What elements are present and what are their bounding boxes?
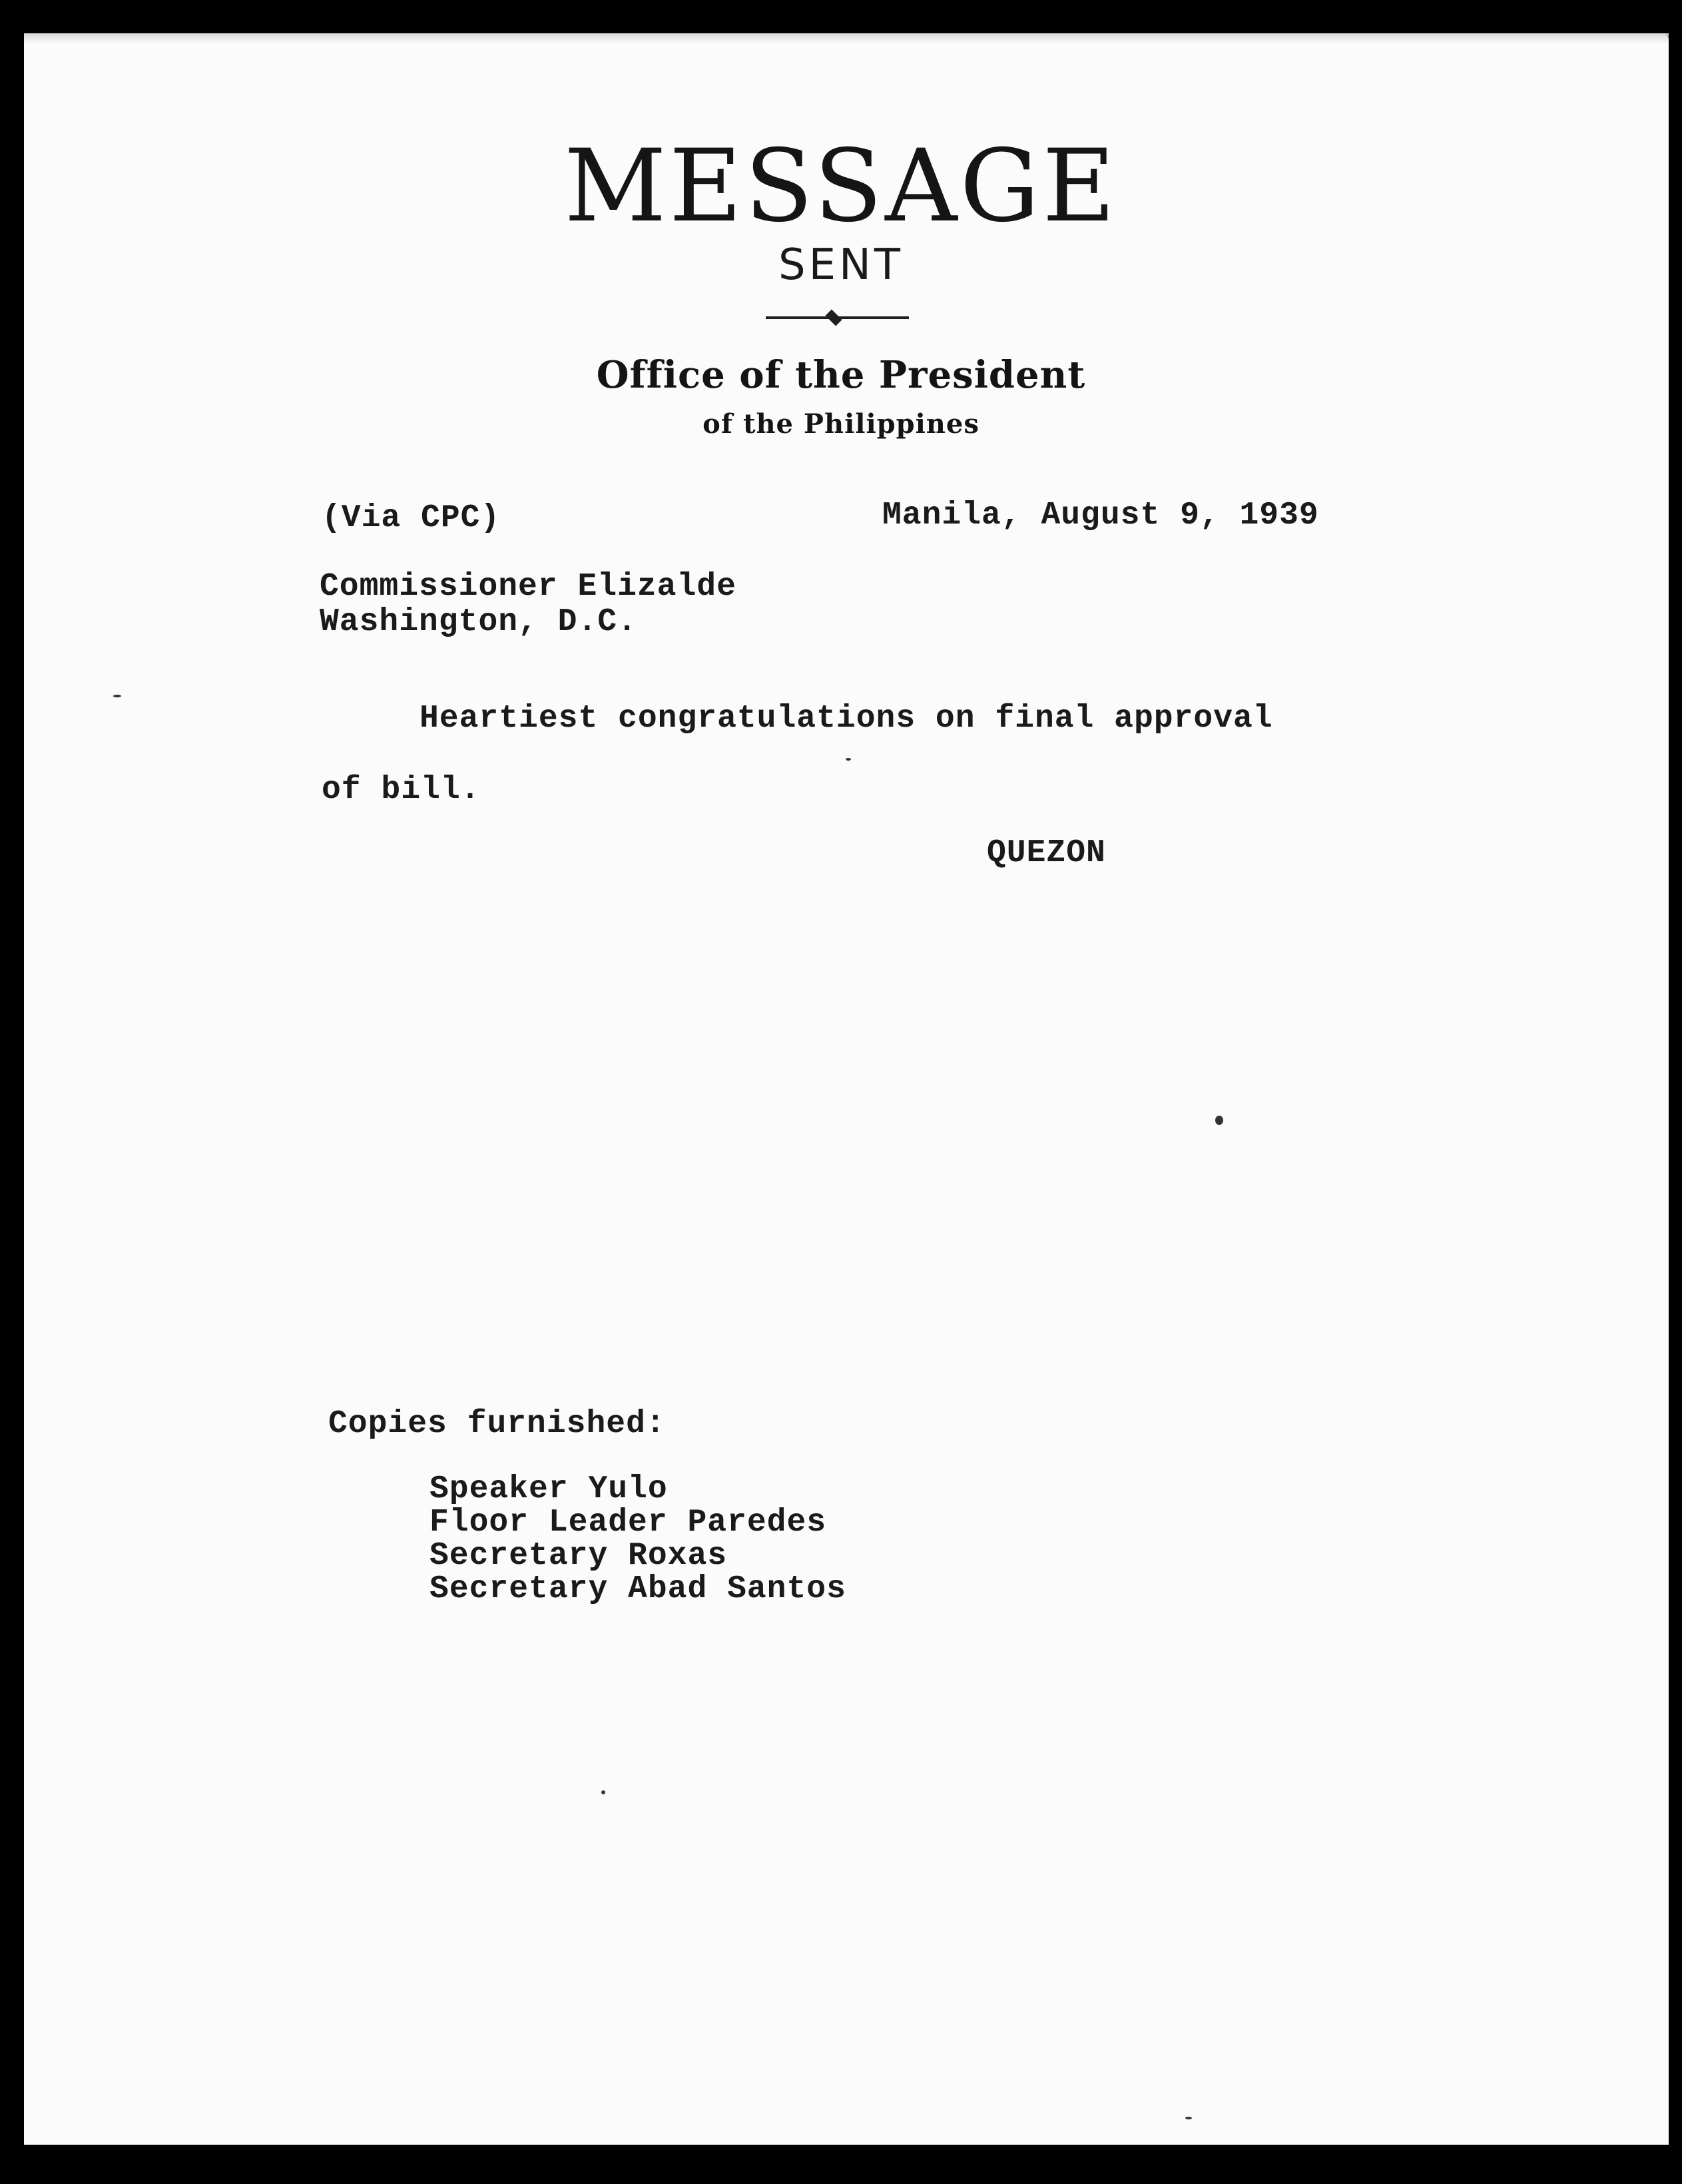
addressee-location: Washington, D.C. — [320, 604, 637, 640]
divider-diamond-ornament — [826, 310, 842, 326]
copies-label: Copies furnished: — [328, 1406, 666, 1442]
message-body-line2: of bill. — [322, 772, 481, 808]
letterhead-office-line1: Office of the President — [596, 353, 1086, 397]
route-note: (Via CPC) — [322, 500, 501, 536]
letterhead-office-line2: of the Philippines — [702, 408, 980, 440]
place-date: Manila, August 9, 1939 — [882, 498, 1319, 534]
signature: QUEZON — [987, 835, 1106, 871]
ink-speck — [1215, 1116, 1223, 1125]
ink-speck — [113, 695, 121, 697]
addressee-name: Commissioner Elizalde — [320, 569, 736, 605]
letterhead-subtitle: SENT — [778, 240, 904, 290]
letterhead-title: MESSAGE — [564, 129, 1118, 244]
ink-speck — [601, 1790, 605, 1794]
copies-recipient: Secretary Abad Santos — [429, 1571, 846, 1607]
message-body-line1: Heartiest congratulations on final approval — [420, 701, 1273, 737]
copies-recipient: Speaker Yulo — [429, 1471, 668, 1507]
ink-speck — [1185, 2117, 1192, 2119]
ink-speck — [846, 758, 851, 761]
copies-recipient: Secretary Roxas — [429, 1538, 728, 1574]
copies-recipient: Floor Leader Paredes — [429, 1505, 827, 1541]
